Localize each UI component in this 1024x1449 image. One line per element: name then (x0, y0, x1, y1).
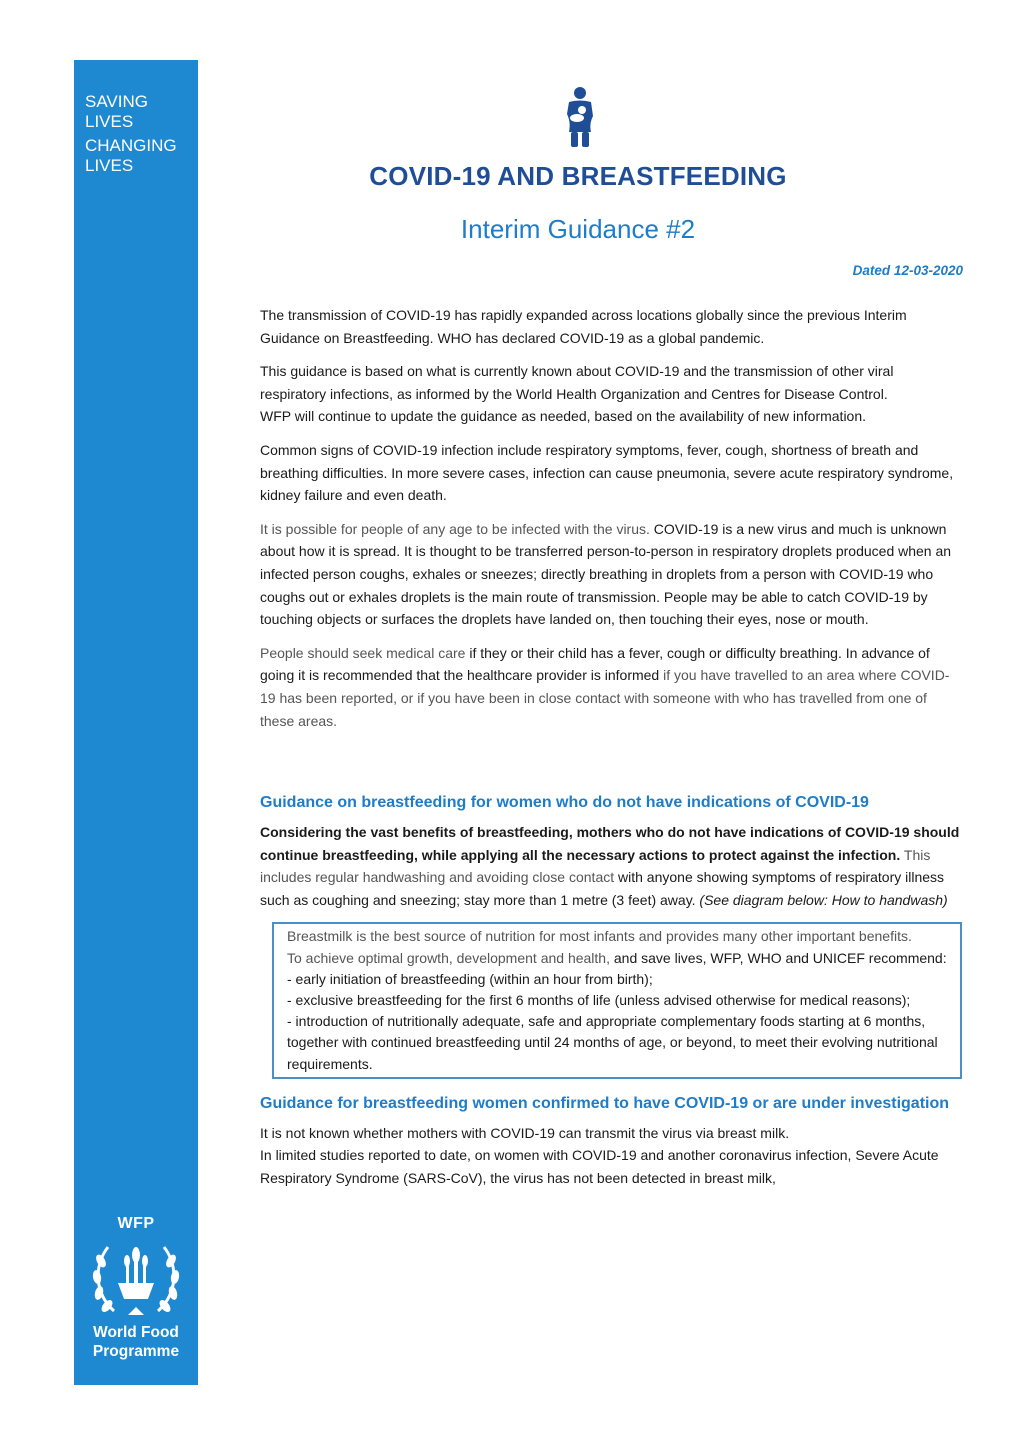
section-heading: Guidance on breastfeeding for women who do not have indications of COVID-19 (260, 794, 869, 812)
document-body (260, 304, 962, 1201)
logo-name-line: World Food (93, 1324, 179, 1341)
note-list-item: - exclusive breastfeeding for the first 6 months of life (unless advised otherwise for medical reasons); (287, 992, 911, 1009)
paragraph-text: if they or their child has a fever, cough or difficulty breathing. In advance of going it is recommended that the healthcare provider is informed (260, 644, 930, 684)
paragraph-text: It is not known whether mothers with COVID-19 can transmit the virus via breast milk. (260, 1124, 790, 1141)
tagline-line: CHANGING (85, 136, 177, 155)
paragraph: Common signs of COVID-19 infection include respiratory symptoms, fever, cough, shortness of breath and breathing difficulties. In more severe cases, infection can cause pneumonia, severe acute respiratory syndrome, kidney failure and even death. (260, 441, 954, 504)
wfp-emblem-icon (88, 1235, 184, 1321)
tagline-line: LIVES (85, 112, 134, 131)
logo-name-line: Programme (92, 1343, 180, 1360)
paragraph-text: COVID-19 is a new virus and much is unknown about how it is spread. It is thought to be transferred person-to-person in respiratory droplets produced when an infected person coughs, exhales or sneezes; directly breathing in droplets from a person with COVID-19 who coughs out or exhales droplets is the main route of transmission. People may be able to catch COVID-19 by touching objects or surfaces the droplets have landed on, then touching their eyes, nose or mouth. (260, 520, 952, 628)
wfp-logo (74, 1215, 198, 1361)
paragraph-text: In limited studies reported to date, on women with COVID-19 and another coronavirus infection, Severe Acute Respiratory Syndrome (SARS-CoV), the virus has not been detected in breast milk, (260, 1147, 939, 1187)
note-text-span: and save lives, WFP, WHO and UNICEF recommend: (609, 949, 947, 966)
breastfeeding-mother-icon (555, 86, 605, 148)
section-heading: Guidance for breastfeeding women confirmed to have COVID-19 or are under investigation (260, 1094, 950, 1112)
paragraph (260, 518, 962, 631)
note-text (287, 948, 948, 969)
tagline (85, 92, 177, 176)
tagline-line: SAVING (85, 92, 148, 111)
paragraph-text: This guidance is based on what is currently known about COVID-19 and the transmission of other viral respiratory infections, as informed by the World Health Organization and Centres for Disease Control. (260, 363, 894, 402)
paragraph-text: WFP will continue to update the guidance as needed, based on the availability of new information. (260, 408, 867, 425)
paragraph-text: if you have travelled to an area where COVID-19 has been reported, or if you have been in close contact with someone with who has travelled from one of these areas. (260, 667, 950, 729)
paragraph: The transmission of COVID-19 has rapidly expanded across locations globally since the previous Interim Guidance on Breastfeeding. WHO has declared COVID-19 as a global pandemic. (260, 307, 907, 346)
logo-acronym: WFP (117, 1215, 155, 1232)
page-subtitle: Interim Guidance #2 (460, 214, 696, 244)
logo-name (74, 1323, 198, 1361)
paragraph-text: with anyone showing symptoms of respiratory illness such as coughing and sneezing; stay more than 1 metre (3 feet) away. (260, 869, 945, 908)
paragraph (260, 642, 962, 732)
note-text: Breastmilk is the best source of nutrition for most infants and provides many other important benefits. (287, 928, 912, 945)
sidebar-band (74, 60, 198, 1385)
paragraph-bold: Considering the vast benefits of breastfeeding, mothers who do not have indications of COVID-19 should continue breastfeeding, while applying all the necessary actions to protect against the infection. (260, 824, 960, 863)
tagline-line: LIVES (85, 156, 134, 175)
paragraph-text: It is possible for people of any age to be infected with the virus. (260, 520, 650, 537)
paragraph-text: People should seek medical care (260, 644, 466, 661)
document-date: Dated 12-03-2020 (852, 263, 963, 278)
note-list-item: - early initiation of breastfeeding (within an hour from birth); (287, 970, 653, 987)
paragraph (260, 360, 962, 428)
paragraph-text: This includes regular handwashing and avoiding close contact (260, 846, 931, 886)
page-title: COVID-19 AND BREASTFEEDING (369, 161, 787, 191)
paragraph (260, 821, 962, 911)
note-list-item: - introduction of nutritionally adequate, safe and appropriate complementary foods starting at 6 months, together with continued breastfeeding until 24 months of age, or beyond, to meet their evolving nutritional requirements. (287, 1013, 938, 1072)
diagram-reference: (See diagram below: How to handwash) (695, 891, 948, 908)
note-text-span: To achieve optimal growth, development and health, (287, 949, 610, 966)
breastmilk-info-box (272, 922, 962, 1078)
paragraph (260, 1122, 962, 1190)
